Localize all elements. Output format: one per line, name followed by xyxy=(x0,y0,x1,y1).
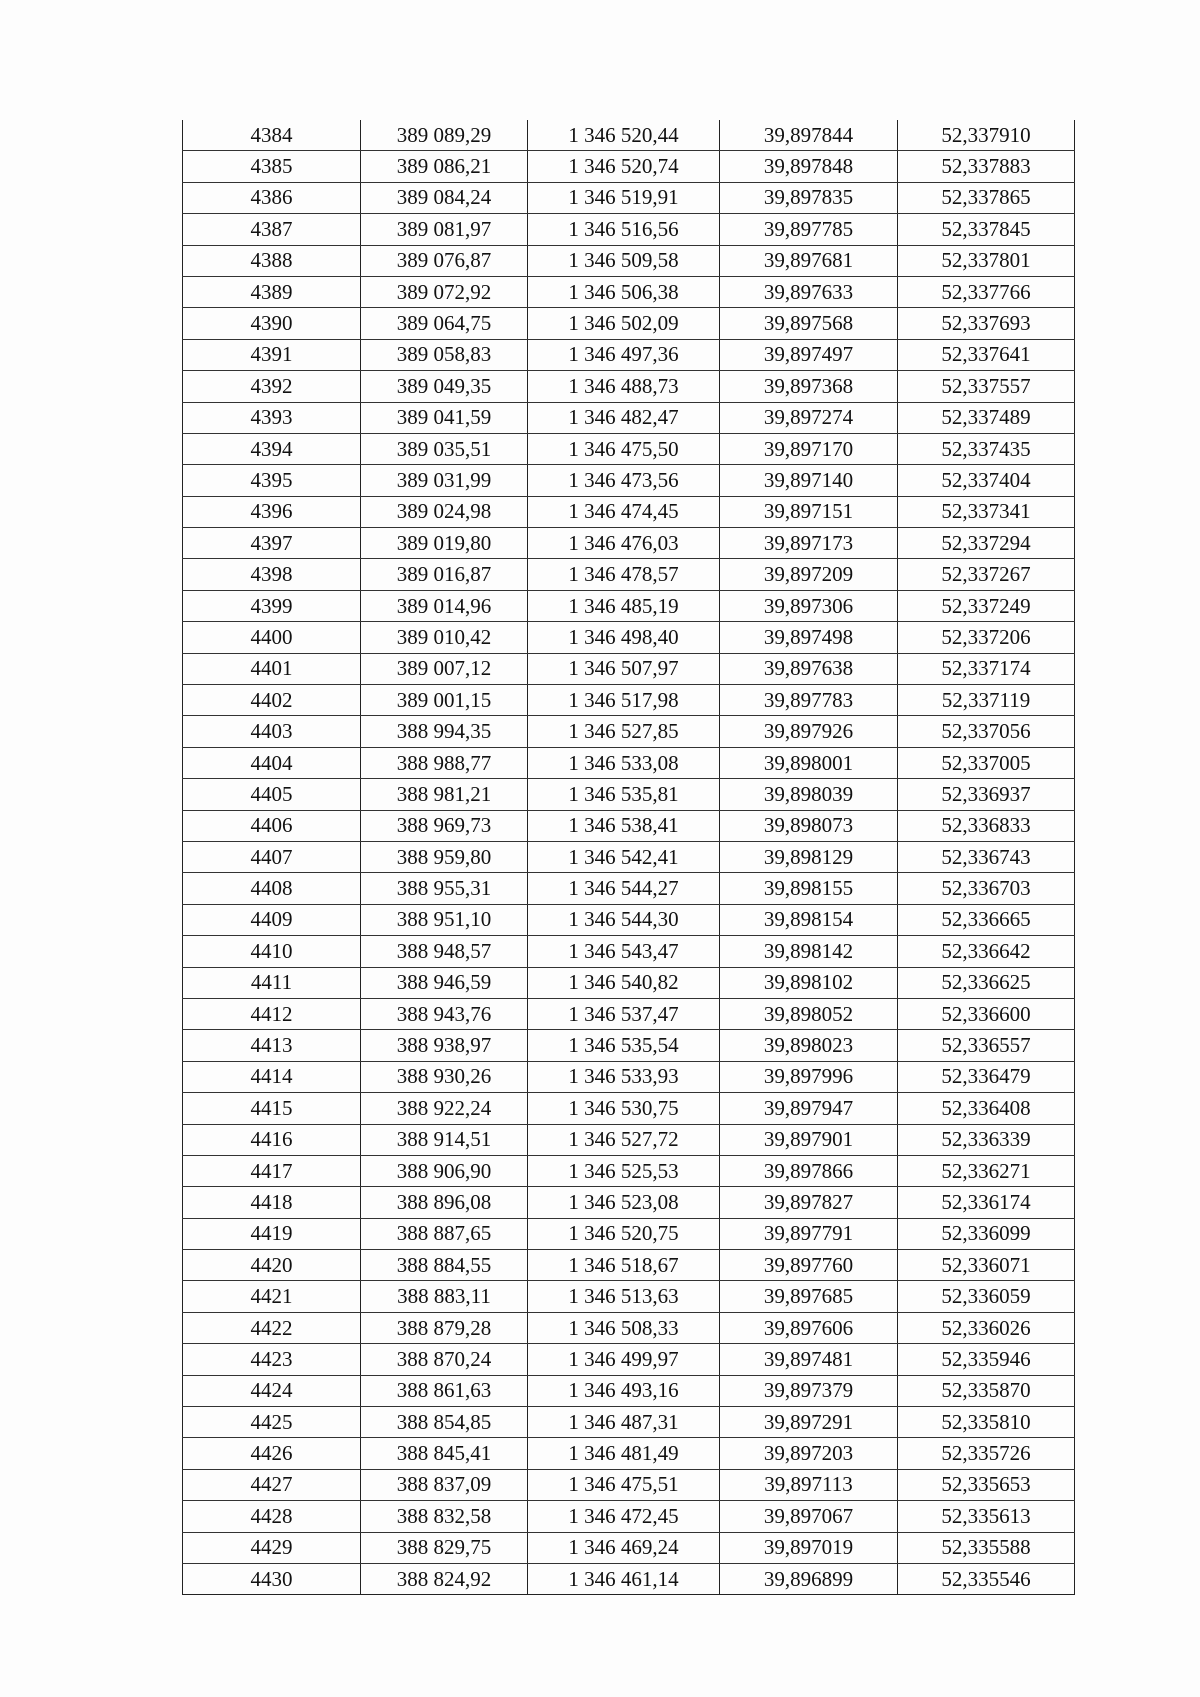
y-coordinate-cell: 1 346 513,63 xyxy=(528,1281,720,1312)
x-coordinate-cell: 388 988,77 xyxy=(361,747,528,778)
y-coordinate-cell: 1 346 508,33 xyxy=(528,1312,720,1343)
latitude-cell: 52,337693 xyxy=(898,308,1075,339)
longitude-cell: 39,897498 xyxy=(720,622,898,653)
point-number-cell: 4396 xyxy=(183,496,361,527)
table-row xyxy=(183,1281,1075,1312)
table-row xyxy=(183,1563,1075,1594)
y-coordinate-cell: 1 346 544,30 xyxy=(528,904,720,935)
x-coordinate-cell: 388 883,11 xyxy=(361,1281,528,1312)
point-number-cell: 4416 xyxy=(183,1124,361,1155)
x-coordinate-cell: 388 884,55 xyxy=(361,1250,528,1281)
latitude-cell: 52,336833 xyxy=(898,810,1075,841)
y-coordinate-cell: 1 346 540,82 xyxy=(528,967,720,998)
longitude-cell: 39,897306 xyxy=(720,590,898,621)
x-coordinate-cell: 388 832,58 xyxy=(361,1501,528,1532)
longitude-cell: 39,897685 xyxy=(720,1281,898,1312)
latitude-cell: 52,336026 xyxy=(898,1312,1075,1343)
longitude-cell: 39,897209 xyxy=(720,559,898,590)
x-coordinate-cell: 389 010,42 xyxy=(361,622,528,653)
y-coordinate-cell: 1 346 475,51 xyxy=(528,1469,720,1500)
table-row xyxy=(183,1218,1075,1249)
table-row xyxy=(183,402,1075,433)
y-coordinate-cell: 1 346 527,85 xyxy=(528,716,720,747)
point-number-cell: 4398 xyxy=(183,559,361,590)
latitude-cell: 52,335653 xyxy=(898,1469,1075,1500)
latitude-cell: 52,337005 xyxy=(898,747,1075,778)
table-row xyxy=(183,214,1075,245)
point-number-cell: 4384 xyxy=(183,120,361,151)
table-row xyxy=(183,622,1075,653)
longitude-cell: 39,897681 xyxy=(720,245,898,276)
table-row xyxy=(183,747,1075,778)
y-coordinate-cell: 1 346 543,47 xyxy=(528,936,720,967)
table-row xyxy=(183,873,1075,904)
point-number-cell: 4411 xyxy=(183,967,361,998)
latitude-cell: 52,336479 xyxy=(898,1061,1075,1092)
y-coordinate-cell: 1 346 523,08 xyxy=(528,1187,720,1218)
point-number-cell: 4422 xyxy=(183,1312,361,1343)
latitude-cell: 52,337174 xyxy=(898,653,1075,684)
x-coordinate-cell: 388 837,09 xyxy=(361,1469,528,1500)
y-coordinate-cell: 1 346 493,16 xyxy=(528,1375,720,1406)
x-coordinate-cell: 389 064,75 xyxy=(361,308,528,339)
longitude-cell: 39,897173 xyxy=(720,528,898,559)
y-coordinate-cell: 1 346 520,44 xyxy=(528,120,720,151)
x-coordinate-cell: 388 854,85 xyxy=(361,1407,528,1438)
table-row xyxy=(183,1093,1075,1124)
longitude-cell: 39,898023 xyxy=(720,1030,898,1061)
longitude-cell: 39,898155 xyxy=(720,873,898,904)
point-number-cell: 4389 xyxy=(183,276,361,307)
y-coordinate-cell: 1 346 533,93 xyxy=(528,1061,720,1092)
x-coordinate-cell: 388 981,21 xyxy=(361,779,528,810)
latitude-cell: 52,337206 xyxy=(898,622,1075,653)
latitude-cell: 52,336071 xyxy=(898,1250,1075,1281)
table-row xyxy=(183,1124,1075,1155)
point-number-cell: 4408 xyxy=(183,873,361,904)
point-number-cell: 4399 xyxy=(183,590,361,621)
table-row xyxy=(183,1375,1075,1406)
point-number-cell: 4424 xyxy=(183,1375,361,1406)
longitude-cell: 39,897151 xyxy=(720,496,898,527)
latitude-cell: 52,336099 xyxy=(898,1218,1075,1249)
longitude-cell: 39,897996 xyxy=(720,1061,898,1092)
y-coordinate-cell: 1 346 498,40 xyxy=(528,622,720,653)
x-coordinate-cell: 388 943,76 xyxy=(361,998,528,1029)
point-number-cell: 4407 xyxy=(183,841,361,872)
latitude-cell: 52,337801 xyxy=(898,245,1075,276)
x-coordinate-cell: 388 887,65 xyxy=(361,1218,528,1249)
longitude-cell: 39,897067 xyxy=(720,1501,898,1532)
x-coordinate-cell: 388 959,80 xyxy=(361,841,528,872)
table-row xyxy=(183,151,1075,182)
longitude-cell: 39,897844 xyxy=(720,120,898,151)
table-row xyxy=(183,308,1075,339)
point-number-cell: 4420 xyxy=(183,1250,361,1281)
longitude-cell: 39,896899 xyxy=(720,1563,898,1594)
y-coordinate-cell: 1 346 472,45 xyxy=(528,1501,720,1532)
table-row xyxy=(183,1312,1075,1343)
x-coordinate-cell: 389 041,59 xyxy=(361,402,528,433)
point-number-cell: 4401 xyxy=(183,653,361,684)
table-row xyxy=(183,653,1075,684)
latitude-cell: 52,335546 xyxy=(898,1563,1075,1594)
table-row xyxy=(183,779,1075,810)
y-coordinate-cell: 1 346 485,19 xyxy=(528,590,720,621)
point-number-cell: 4426 xyxy=(183,1438,361,1469)
x-coordinate-cell: 389 084,24 xyxy=(361,182,528,213)
y-coordinate-cell: 1 346 520,74 xyxy=(528,151,720,182)
point-number-cell: 4409 xyxy=(183,904,361,935)
x-coordinate-cell: 389 089,29 xyxy=(361,120,528,151)
x-coordinate-cell: 388 824,92 xyxy=(361,1563,528,1594)
table-row xyxy=(183,904,1075,935)
longitude-cell: 39,897783 xyxy=(720,685,898,716)
x-coordinate-cell: 389 016,87 xyxy=(361,559,528,590)
point-number-cell: 4385 xyxy=(183,151,361,182)
y-coordinate-cell: 1 346 535,54 xyxy=(528,1030,720,1061)
table-row xyxy=(183,967,1075,998)
point-number-cell: 4402 xyxy=(183,685,361,716)
table-row xyxy=(183,120,1075,151)
longitude-cell: 39,897379 xyxy=(720,1375,898,1406)
point-number-cell: 4417 xyxy=(183,1155,361,1186)
longitude-cell: 39,898129 xyxy=(720,841,898,872)
point-number-cell: 4392 xyxy=(183,371,361,402)
longitude-cell: 39,898102 xyxy=(720,967,898,998)
x-coordinate-cell: 388 930,26 xyxy=(361,1061,528,1092)
longitude-cell: 39,897606 xyxy=(720,1312,898,1343)
x-coordinate-cell: 388 879,28 xyxy=(361,1312,528,1343)
longitude-cell: 39,897568 xyxy=(720,308,898,339)
table-row xyxy=(183,841,1075,872)
table-row xyxy=(183,1438,1075,1469)
latitude-cell: 52,336408 xyxy=(898,1093,1075,1124)
table-row xyxy=(183,716,1075,747)
x-coordinate-cell: 389 072,92 xyxy=(361,276,528,307)
point-number-cell: 4430 xyxy=(183,1563,361,1594)
x-coordinate-cell: 389 081,97 xyxy=(361,214,528,245)
longitude-cell: 39,897497 xyxy=(720,339,898,370)
y-coordinate-cell: 1 346 507,97 xyxy=(528,653,720,684)
y-coordinate-cell: 1 346 538,41 xyxy=(528,810,720,841)
x-coordinate-cell: 389 019,80 xyxy=(361,528,528,559)
table-row xyxy=(183,998,1075,1029)
point-number-cell: 4403 xyxy=(183,716,361,747)
latitude-cell: 52,337910 xyxy=(898,120,1075,151)
table-row xyxy=(183,1469,1075,1500)
latitude-cell: 52,337267 xyxy=(898,559,1075,590)
coordinates-table xyxy=(182,120,1075,1595)
latitude-cell: 52,337056 xyxy=(898,716,1075,747)
y-coordinate-cell: 1 346 499,97 xyxy=(528,1344,720,1375)
point-number-cell: 4423 xyxy=(183,1344,361,1375)
y-coordinate-cell: 1 346 525,53 xyxy=(528,1155,720,1186)
table-row xyxy=(183,182,1075,213)
table-row xyxy=(183,496,1075,527)
latitude-cell: 52,337883 xyxy=(898,151,1075,182)
x-coordinate-cell: 388 955,31 xyxy=(361,873,528,904)
table-row xyxy=(183,1407,1075,1438)
longitude-cell: 39,898154 xyxy=(720,904,898,935)
longitude-cell: 39,897113 xyxy=(720,1469,898,1500)
latitude-cell: 52,337435 xyxy=(898,433,1075,464)
latitude-cell: 52,337489 xyxy=(898,402,1075,433)
point-number-cell: 4406 xyxy=(183,810,361,841)
longitude-cell: 39,897791 xyxy=(720,1218,898,1249)
longitude-cell: 39,897291 xyxy=(720,1407,898,1438)
table-row xyxy=(183,371,1075,402)
longitude-cell: 39,897760 xyxy=(720,1250,898,1281)
table-row xyxy=(183,1187,1075,1218)
latitude-cell: 52,337557 xyxy=(898,371,1075,402)
latitude-cell: 52,337249 xyxy=(898,590,1075,621)
latitude-cell: 52,336059 xyxy=(898,1281,1075,1312)
x-coordinate-cell: 389 058,83 xyxy=(361,339,528,370)
x-coordinate-cell: 388 938,97 xyxy=(361,1030,528,1061)
latitude-cell: 52,335870 xyxy=(898,1375,1075,1406)
y-coordinate-cell: 1 346 542,41 xyxy=(528,841,720,872)
y-coordinate-cell: 1 346 478,57 xyxy=(528,559,720,590)
y-coordinate-cell: 1 346 544,27 xyxy=(528,873,720,904)
x-coordinate-cell: 388 922,24 xyxy=(361,1093,528,1124)
y-coordinate-cell: 1 346 527,72 xyxy=(528,1124,720,1155)
latitude-cell: 52,337641 xyxy=(898,339,1075,370)
longitude-cell: 39,897170 xyxy=(720,433,898,464)
point-number-cell: 4419 xyxy=(183,1218,361,1249)
table-row xyxy=(183,1532,1075,1563)
x-coordinate-cell: 389 076,87 xyxy=(361,245,528,276)
table-row xyxy=(183,465,1075,496)
y-coordinate-cell: 1 346 474,45 xyxy=(528,496,720,527)
x-coordinate-cell: 388 906,90 xyxy=(361,1155,528,1186)
y-coordinate-cell: 1 346 509,58 xyxy=(528,245,720,276)
longitude-cell: 39,898001 xyxy=(720,747,898,778)
x-coordinate-cell: 389 001,15 xyxy=(361,685,528,716)
y-coordinate-cell: 1 346 518,67 xyxy=(528,1250,720,1281)
y-coordinate-cell: 1 346 461,14 xyxy=(528,1563,720,1594)
latitude-cell: 52,336271 xyxy=(898,1155,1075,1186)
y-coordinate-cell: 1 346 476,03 xyxy=(528,528,720,559)
latitude-cell: 52,335588 xyxy=(898,1532,1075,1563)
latitude-cell: 52,337845 xyxy=(898,214,1075,245)
longitude-cell: 39,897926 xyxy=(720,716,898,747)
x-coordinate-cell: 388 896,08 xyxy=(361,1187,528,1218)
x-coordinate-cell: 389 014,96 xyxy=(361,590,528,621)
y-coordinate-cell: 1 346 516,56 xyxy=(528,214,720,245)
point-number-cell: 4413 xyxy=(183,1030,361,1061)
latitude-cell: 52,337766 xyxy=(898,276,1075,307)
latitude-cell: 52,336665 xyxy=(898,904,1075,935)
latitude-cell: 52,336937 xyxy=(898,779,1075,810)
x-coordinate-cell: 388 845,41 xyxy=(361,1438,528,1469)
longitude-cell: 39,897481 xyxy=(720,1344,898,1375)
y-coordinate-cell: 1 346 519,91 xyxy=(528,182,720,213)
point-number-cell: 4412 xyxy=(183,998,361,1029)
longitude-cell: 39,897901 xyxy=(720,1124,898,1155)
x-coordinate-cell: 388 948,57 xyxy=(361,936,528,967)
point-number-cell: 4421 xyxy=(183,1281,361,1312)
x-coordinate-cell: 389 049,35 xyxy=(361,371,528,402)
table-row xyxy=(183,810,1075,841)
latitude-cell: 52,336625 xyxy=(898,967,1075,998)
table-row xyxy=(183,245,1075,276)
latitude-cell: 52,337294 xyxy=(898,528,1075,559)
x-coordinate-cell: 389 031,99 xyxy=(361,465,528,496)
point-number-cell: 4427 xyxy=(183,1469,361,1500)
y-coordinate-cell: 1 346 530,75 xyxy=(528,1093,720,1124)
point-number-cell: 4425 xyxy=(183,1407,361,1438)
point-number-cell: 4410 xyxy=(183,936,361,967)
longitude-cell: 39,898039 xyxy=(720,779,898,810)
x-coordinate-cell: 389 007,12 xyxy=(361,653,528,684)
longitude-cell: 39,897140 xyxy=(720,465,898,496)
latitude-cell: 52,336174 xyxy=(898,1187,1075,1218)
x-coordinate-cell: 388 861,63 xyxy=(361,1375,528,1406)
point-number-cell: 4418 xyxy=(183,1187,361,1218)
latitude-cell: 52,336642 xyxy=(898,936,1075,967)
y-coordinate-cell: 1 346 475,50 xyxy=(528,433,720,464)
longitude-cell: 39,898142 xyxy=(720,936,898,967)
y-coordinate-cell: 1 346 488,73 xyxy=(528,371,720,402)
latitude-cell: 52,336339 xyxy=(898,1124,1075,1155)
y-coordinate-cell: 1 346 469,24 xyxy=(528,1532,720,1563)
longitude-cell: 39,897835 xyxy=(720,182,898,213)
x-coordinate-cell: 389 086,21 xyxy=(361,151,528,182)
table-row xyxy=(183,433,1075,464)
x-coordinate-cell: 388 914,51 xyxy=(361,1124,528,1155)
x-coordinate-cell: 388 829,75 xyxy=(361,1532,528,1563)
x-coordinate-cell: 388 951,10 xyxy=(361,904,528,935)
table-row xyxy=(183,1155,1075,1186)
point-number-cell: 4429 xyxy=(183,1532,361,1563)
table-row xyxy=(183,339,1075,370)
table-row xyxy=(183,528,1075,559)
latitude-cell: 52,335946 xyxy=(898,1344,1075,1375)
table-row xyxy=(183,685,1075,716)
longitude-cell: 39,897019 xyxy=(720,1532,898,1563)
point-number-cell: 4400 xyxy=(183,622,361,653)
x-coordinate-cell: 389 035,51 xyxy=(361,433,528,464)
y-coordinate-cell: 1 346 497,36 xyxy=(528,339,720,370)
table-row xyxy=(183,590,1075,621)
latitude-cell: 52,335810 xyxy=(898,1407,1075,1438)
point-number-cell: 4414 xyxy=(183,1061,361,1092)
longitude-cell: 39,897274 xyxy=(720,402,898,433)
point-number-cell: 4386 xyxy=(183,182,361,213)
longitude-cell: 39,897633 xyxy=(720,276,898,307)
point-number-cell: 4397 xyxy=(183,528,361,559)
y-coordinate-cell: 1 346 537,47 xyxy=(528,998,720,1029)
longitude-cell: 39,897866 xyxy=(720,1155,898,1186)
x-coordinate-cell: 388 946,59 xyxy=(361,967,528,998)
latitude-cell: 52,336703 xyxy=(898,873,1075,904)
latitude-cell: 52,337404 xyxy=(898,465,1075,496)
latitude-cell: 52,336743 xyxy=(898,841,1075,872)
longitude-cell: 39,897848 xyxy=(720,151,898,182)
latitude-cell: 52,336557 xyxy=(898,1030,1075,1061)
table-row xyxy=(183,1501,1075,1532)
x-coordinate-cell: 388 994,35 xyxy=(361,716,528,747)
y-coordinate-cell: 1 346 473,56 xyxy=(528,465,720,496)
table-row xyxy=(183,1344,1075,1375)
y-coordinate-cell: 1 346 502,09 xyxy=(528,308,720,339)
point-number-cell: 4405 xyxy=(183,779,361,810)
x-coordinate-cell: 389 024,98 xyxy=(361,496,528,527)
longitude-cell: 39,897638 xyxy=(720,653,898,684)
x-coordinate-cell: 388 870,24 xyxy=(361,1344,528,1375)
point-number-cell: 4394 xyxy=(183,433,361,464)
longitude-cell: 39,897368 xyxy=(720,371,898,402)
y-coordinate-cell: 1 346 487,31 xyxy=(528,1407,720,1438)
coordinates-table-body xyxy=(183,120,1075,1595)
y-coordinate-cell: 1 346 506,38 xyxy=(528,276,720,307)
y-coordinate-cell: 1 346 520,75 xyxy=(528,1218,720,1249)
latitude-cell: 52,335726 xyxy=(898,1438,1075,1469)
latitude-cell: 52,335613 xyxy=(898,1501,1075,1532)
y-coordinate-cell: 1 346 533,08 xyxy=(528,747,720,778)
longitude-cell: 39,897203 xyxy=(720,1438,898,1469)
latitude-cell: 52,337865 xyxy=(898,182,1075,213)
point-number-cell: 4390 xyxy=(183,308,361,339)
y-coordinate-cell: 1 346 482,47 xyxy=(528,402,720,433)
longitude-cell: 39,897827 xyxy=(720,1187,898,1218)
latitude-cell: 52,337119 xyxy=(898,685,1075,716)
point-number-cell: 4388 xyxy=(183,245,361,276)
table-row xyxy=(183,1030,1075,1061)
point-number-cell: 4395 xyxy=(183,465,361,496)
y-coordinate-cell: 1 346 517,98 xyxy=(528,685,720,716)
y-coordinate-cell: 1 346 481,49 xyxy=(528,1438,720,1469)
latitude-cell: 52,337341 xyxy=(898,496,1075,527)
table-row xyxy=(183,1250,1075,1281)
point-number-cell: 4404 xyxy=(183,747,361,778)
point-number-cell: 4393 xyxy=(183,402,361,433)
longitude-cell: 39,898073 xyxy=(720,810,898,841)
point-number-cell: 4387 xyxy=(183,214,361,245)
table-row xyxy=(183,936,1075,967)
latitude-cell: 52,336600 xyxy=(898,998,1075,1029)
y-coordinate-cell: 1 346 535,81 xyxy=(528,779,720,810)
table-row xyxy=(183,276,1075,307)
point-number-cell: 4415 xyxy=(183,1093,361,1124)
x-coordinate-cell: 388 969,73 xyxy=(361,810,528,841)
table-row xyxy=(183,559,1075,590)
point-number-cell: 4391 xyxy=(183,339,361,370)
longitude-cell: 39,897947 xyxy=(720,1093,898,1124)
point-number-cell: 4428 xyxy=(183,1501,361,1532)
longitude-cell: 39,897785 xyxy=(720,214,898,245)
table-row xyxy=(183,1061,1075,1092)
longitude-cell: 39,898052 xyxy=(720,998,898,1029)
